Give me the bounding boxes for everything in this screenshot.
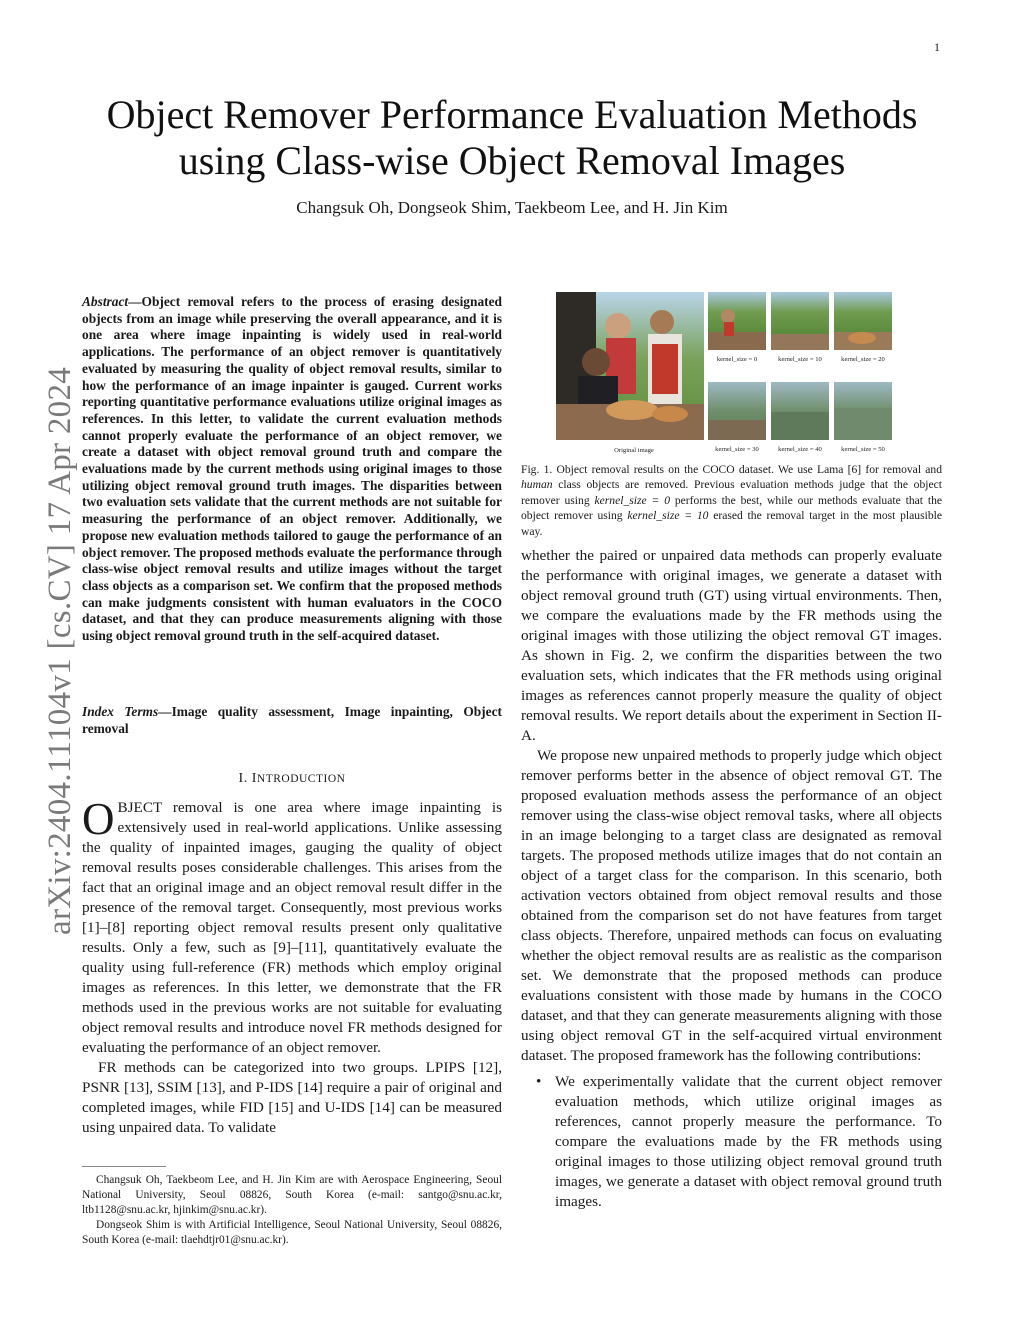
section-numeral: I. [238, 771, 252, 786]
index-terms-label: Index Terms [82, 704, 159, 719]
footnote-rule [82, 1166, 166, 1167]
abstract [82, 294, 502, 645]
result-kernel-50 [834, 382, 892, 440]
intro-p1-text: removal is one area where image inpainting is extensively used in real-world applications. Unlike assessing the quality of inpainted images, gauging the quality of object removal results poses considerable challenges. This arises from the fact that an original image and an object removal result differ in the presence of the removal target. Consequently, most previous works [1]–[8] reporting object removal results present only qualitative results. Only a few, such as [9]–[11], quantitatively evaluate the quality using full-reference (FR) methods which employ original images as references. In this letter, we demonstrate that the FR methods used in the previous works are not suitable for evaluating object removal results and introduce novel FR methods designed for evaluating the performance of an object remover. [82, 799, 502, 1056]
drop-cap: O [82, 794, 115, 844]
caption-text-1: Object removal results on the COCO dataset. We use Lama [6] for removal and [552, 463, 942, 476]
index-terms [82, 704, 502, 737]
intro-caps: BJECT [117, 799, 162, 816]
right-paragraph-1: whether the paired or unpaired data methods can properly evaluate the performance with original images, we generate a dataset with object removal ground truth (GT) using virtual environments. Then, we compare the evaluations made by the FR methods using the original images with those utilizing the object removal GT images. As shown in Fig. 2, we confirm the disparities between the two evaluation sets, which indicates that the FR methods using original images as references cannot properly measure the quality of object removal results. We report details about the experiment in Section II-A. [521, 547, 942, 744]
title-line-1: Object Remover Performance Evaluation Methods [106, 92, 918, 137]
label-kernel-40: kernel_size = 40 [778, 446, 822, 453]
section-title-rest: NTRODUCTION [256, 773, 346, 785]
bullet-text: We experimentally validate that the current object remover evaluation methods, which utilize original images as references, cannot properly measure the performance. To compare the evaluations made by the FR methods using original images to those utilizing object removal ground truth images, we generate a dataset with object removal ground truth images. [555, 1073, 942, 1210]
introduction-body [82, 794, 502, 1138]
right-paragraph-2: We propose new unpaired methods to properly judge which object remover performs better in the absence of object removal GT. The proposed evaluation methods assess the performance of an object remover using the class-wise object removal tasks, where all objects in an image belonging to a target class are designated as removal targets. The proposed methods utilize images that do not contain an object of a target class for the comparison. In this scenario, both activation vectors obtained from object removal results and those obtained from the comparison set do not have features from target class objects. Therefore, unpaired methods can focus on evaluating whether the object removal results are as realistic as the comparison set. We demonstrate that the proposed methods can produce evaluations consistent with those made by humans in the COCO dataset, and that they can generate measurements aligning with those using object removal GT in the self-acquired virtual environment dataset. The proposed framework has the following contributions: [521, 747, 942, 1064]
bullet-mark: • [536, 1073, 542, 1090]
footnote-affiliation-1: Changsuk Oh, Taekbeom Lee, and H. Jin Kim are with Aerospace Engineering, Seoul National University, Seoul 08826, South Korea (e-mail: santgo@snu.ac.kr, ltb1128@snu.ac.kr, hjinkim@snu.ac.kr). [82, 1174, 502, 1216]
caption-text-4: erased the removal target in the most plausible way. [521, 509, 942, 538]
result-kernel-30 [708, 382, 766, 440]
caption-text-2: class objects are removed. Previous evaluation methods judge that the object remover using [521, 478, 942, 507]
label-kernel-10: kernel_size = 10 [778, 356, 822, 363]
caption-human: human [521, 478, 553, 492]
footnotes [82, 1173, 502, 1248]
intro-paragraph-2: FR methods can be categorized into two groups. LPIPS [12], PSNR [13], SSIM [13], and P-IDS [14] require a pair of original and completed images, while FID [15] and U-IDS [14] can be measured using unpaired data. To validate [82, 1059, 502, 1136]
caption-text-3: performs the best, while our methods evaluate that the object remover using [521, 493, 943, 523]
label-kernel-0: kernel_size = 0 [716, 356, 758, 363]
author-list: Changsuk Oh, Dongseok Shim, Taekbeom Lee, and H. Jin Kim [296, 198, 728, 217]
label-kernel-30: kernel_size = 30 [715, 446, 759, 453]
result-kernel-10 [771, 292, 829, 350]
result-kernel-40 [771, 382, 829, 440]
section-heading-introduction [82, 771, 502, 787]
figure-1-caption [521, 462, 942, 539]
caption-equation-1: kernel_size = 0 [594, 493, 670, 507]
paper-title [60, 92, 964, 184]
contribution-bullet-1 [521, 1072, 942, 1212]
page-number: 1 [934, 40, 940, 54]
intro-paragraph-1 [82, 794, 502, 1058]
index-terms-text: —Image quality assessment, Image inpainting, Object removal [82, 704, 502, 736]
label-kernel-50: kernel_size = 50 [841, 446, 885, 453]
figure-1 [556, 292, 900, 454]
caption-label: Fig. 1. [521, 463, 553, 476]
footnote-affiliation-2: Dongseok Shim is with Artificial Intelligence, Seoul National University, Seoul 08826, South Korea (e-mail: tlaehdtjr01@snu.ac.kr). [82, 1219, 502, 1246]
right-column-body [521, 546, 942, 1212]
title-line-2: using Class-wise Object Removal Images [178, 138, 846, 183]
section-first-letter: I [251, 771, 257, 786]
arxiv-stamp: arXiv:2404.11104v1 [cs.CV] 17 Apr 2024 [42, 366, 78, 935]
label-original: Original image [614, 447, 654, 454]
result-kernel-20 [834, 292, 892, 350]
caption-equation-2: kernel_size = 10 [627, 509, 709, 523]
abstract-label: Abstract [82, 294, 129, 309]
abstract-text: —Object removal refers to the process of erasing designated objects from an image while preserving the overall appearance, and it is one area where image inpainting is widely used in real-world applications. The performance of an object remover is quantitatively evaluated by measuring the quality of object removal results, similar to how the performance of an image inpainter is gauged. Current works reporting quantitative performance evaluations utilize original images as references. In this letter, to validate the current evaluation methods cannot properly evaluate the performance of an object remover, we create a dataset with object removal ground truth and compare the evaluations made by the current methods using original images to those utilizing object removal ground truth images. The disparities between two evaluation sets validate that the current methods are not suitable for measuring the performance of an object remover. Additionally, we propose new evaluation methods tailored to gauge the performance of an object remover. The proposed methods evaluate the performance through class-wise object removal results and utilize images without the target class objects as a comparison set. We confirm that the proposed methods can make judgments consistent with human evaluators in the COCO dataset, and that they can produce measurements aligning with those using object removal ground truth in the self-acquired dataset. [82, 294, 502, 644]
result-kernel-0 [708, 292, 766, 350]
label-kernel-20: kernel_size = 20 [841, 356, 885, 363]
original-photo [556, 292, 704, 440]
